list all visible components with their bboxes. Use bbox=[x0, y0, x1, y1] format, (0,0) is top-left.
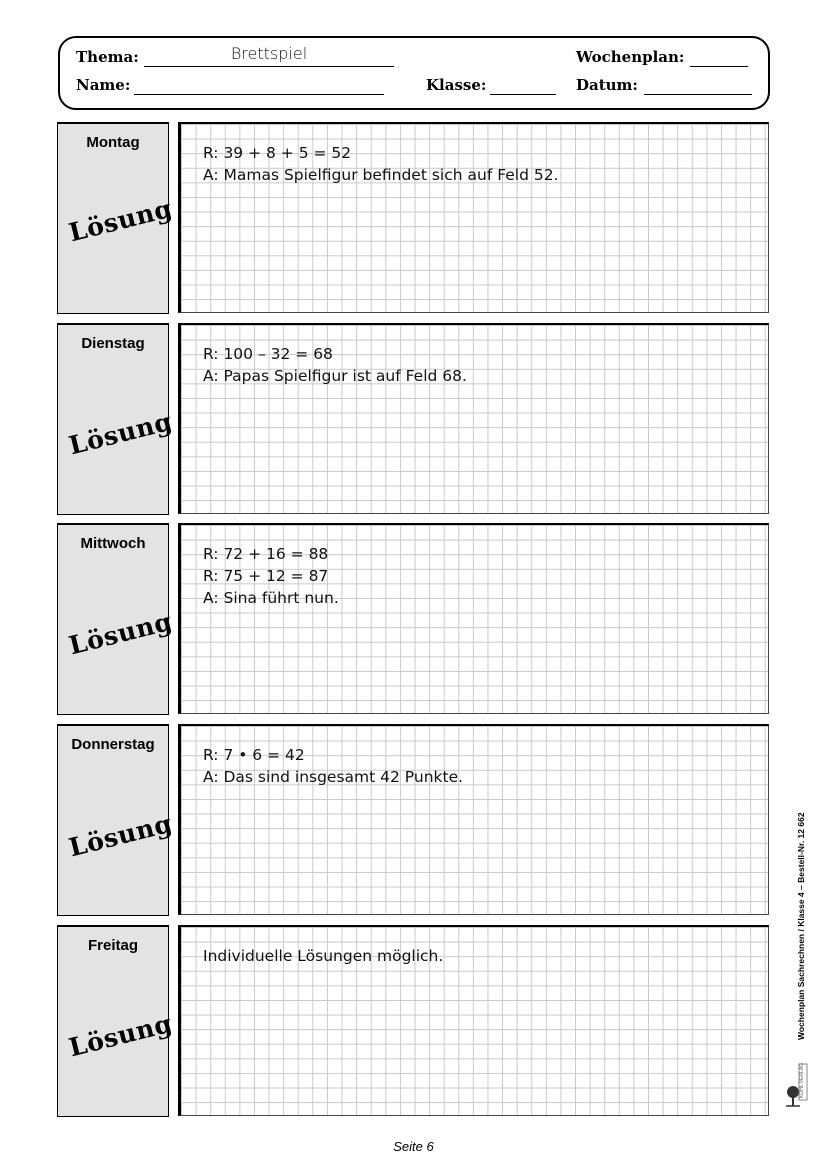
answer-line: R: 7 • 6 = 42 bbox=[203, 746, 305, 764]
logo-text: KOHL VERLAG bbox=[799, 1062, 805, 1098]
day-title: Montag bbox=[86, 134, 140, 151]
day-row-montag bbox=[57, 122, 769, 313]
answer-line: Individuelle Lösungen möglich. bbox=[203, 947, 444, 965]
day-label-box bbox=[57, 925, 176, 1117]
day-label-box bbox=[57, 323, 176, 515]
day-title: Donnerstag bbox=[71, 736, 155, 753]
day-row-mittwoch bbox=[57, 523, 769, 714]
answer-grid[interactable] bbox=[178, 724, 769, 915]
day-title: Mittwoch bbox=[80, 535, 146, 552]
day-row-freitag bbox=[57, 925, 769, 1116]
answer-line: A: Sina führt nun. bbox=[203, 589, 339, 607]
day-row-donnerstag bbox=[57, 724, 769, 915]
wochenplan-label: Wochenplan: bbox=[576, 48, 685, 66]
answer-line: A: Papas Spielfigur ist auf Feld 68. bbox=[203, 367, 467, 385]
answer-line: R: 100 – 32 = 68 bbox=[203, 345, 333, 363]
datum-label: Datum: bbox=[576, 76, 638, 94]
day-title: Freitag bbox=[87, 937, 138, 954]
answer-line: R: 72 + 16 = 88 bbox=[203, 545, 329, 563]
name-field[interactable] bbox=[134, 76, 384, 95]
worksheet-header bbox=[58, 36, 770, 110]
loesung-stamp: Lösung bbox=[66, 193, 176, 248]
side-caption: Wochenplan Sachrechnen / Klasse 4 – Bestell-Nr. 12 662 bbox=[796, 812, 806, 1040]
thema-value: Brettspiel bbox=[230, 44, 308, 63]
klasse-label: Klasse: bbox=[426, 76, 487, 94]
day-row-dienstag bbox=[57, 323, 769, 514]
day-label-box bbox=[57, 523, 176, 715]
answer-line: A: Mamas Spielfigur befindet sich auf Feld 52. bbox=[203, 166, 559, 184]
page-number: Seite 6 bbox=[393, 1139, 434, 1154]
answer-text bbox=[203, 142, 559, 186]
answer-line: A: Das sind insgesamt 42 Punkte. bbox=[203, 768, 464, 786]
answer-grid[interactable] bbox=[178, 122, 769, 313]
name-label: Name: bbox=[76, 76, 131, 94]
answer-text bbox=[203, 543, 339, 609]
answer-text bbox=[203, 945, 443, 967]
thema-label: Thema: bbox=[76, 48, 139, 66]
wochenplan-field[interactable] bbox=[690, 48, 748, 67]
answer-text bbox=[203, 744, 463, 788]
klasse-field[interactable] bbox=[490, 76, 556, 95]
loesung-stamp: Lösung bbox=[66, 606, 176, 661]
day-label-box bbox=[57, 724, 176, 916]
day-label-box bbox=[57, 122, 176, 314]
answer-grid[interactable] bbox=[178, 523, 769, 714]
datum-field[interactable] bbox=[644, 76, 752, 95]
publisher-logo-icon bbox=[780, 1062, 810, 1108]
answer-text bbox=[203, 343, 467, 387]
loesung-stamp: Lösung bbox=[66, 406, 176, 461]
loesung-stamp: Lösung bbox=[66, 1008, 176, 1063]
answer-line: R: 75 + 12 = 87 bbox=[203, 567, 329, 585]
day-title: Dienstag bbox=[81, 335, 145, 352]
answer-grid[interactable] bbox=[178, 323, 769, 514]
answer-grid[interactable] bbox=[178, 925, 769, 1116]
loesung-stamp: Lösung bbox=[66, 808, 176, 863]
answer-line: R: 39 + 8 + 5 = 52 bbox=[203, 144, 352, 162]
